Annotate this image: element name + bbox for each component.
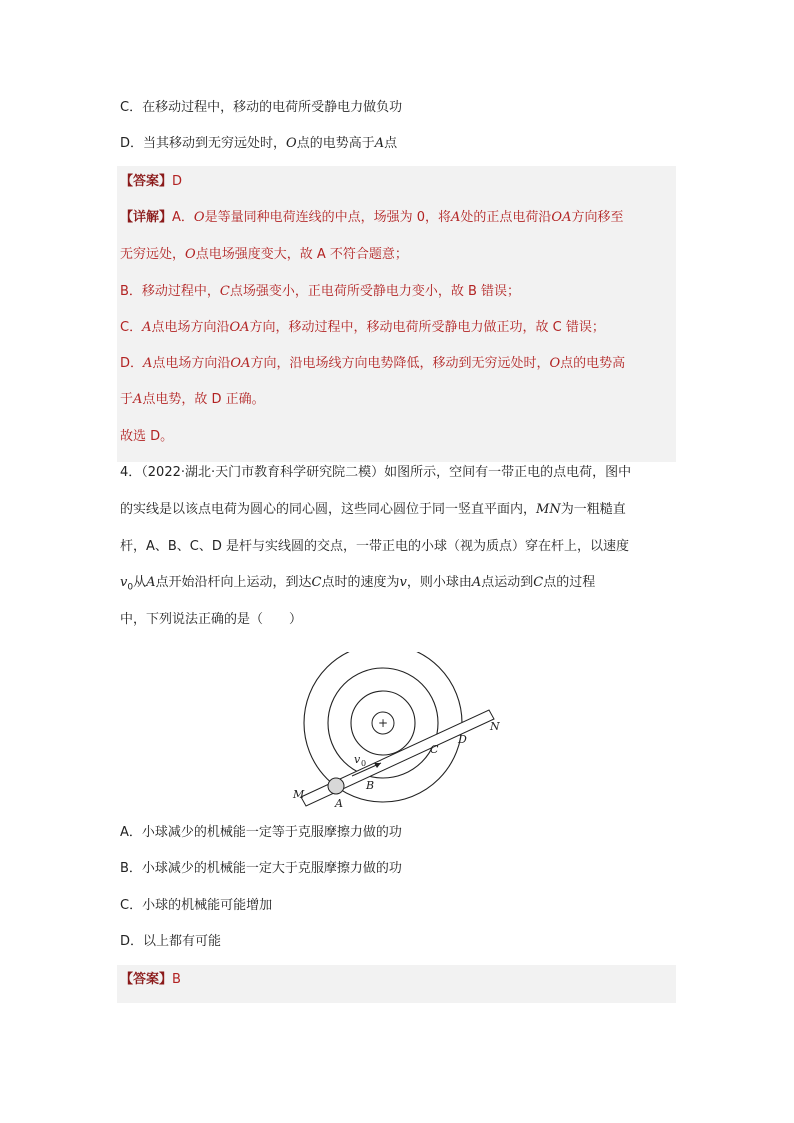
q4-stem-line-3: 杆，A、B、C、D 是杆与实线圆的交点，一带正电的小球（视为质点）穿在杆上，以速度	[120, 539, 630, 554]
label-m: M	[293, 788, 305, 801]
q4-stem-line-5: 中，下列说法正确的是（ ）	[120, 612, 303, 627]
q4-answer-block	[117, 965, 676, 1003]
q3-explain-line-5: D．A点电场方向沿OA方向，沿电场线方向电势降低，移动到无穷远处时，O点的电势高	[120, 356, 626, 371]
concentric-circles-figure	[290, 652, 510, 812]
q3-explain-line-3: B．移动过程中，C点场强变小，正电荷所受静电力变小，故 B 错误；	[120, 284, 521, 299]
q3-explain-line-2: 无穷远处，O点电场强度变大，故 A 不符合题意；	[120, 247, 408, 262]
q4-answer: 【答案】B	[120, 972, 181, 987]
q3-explain-line-6: 于A点电势，故 D 正确。	[120, 392, 265, 407]
label-d: D	[458, 733, 467, 746]
ball	[328, 778, 344, 794]
q4-option-d: D．以上都有可能	[120, 934, 222, 949]
q4-stem-line-4: $v_0$从A点开始沿杆向上运动，到达C点时的速度为v，则小球由A点运动到C点的过程	[120, 575, 596, 593]
q4-stem-line-2: 的实线是以该点电荷为圆心的同心圆，这些同心圆位于同一竖直平面内，MN为一粗糙直	[120, 502, 626, 517]
q3-explain-line-7: 故选 D。	[120, 429, 174, 444]
label-a: A	[335, 797, 343, 810]
q3-explain-line-1: 【详解】A．O是等量同种电荷连线的中点，场强为 0，将A处的正点电荷沿OA方向移至	[120, 210, 624, 225]
plus-sign: +	[377, 716, 389, 730]
q3-answer: 【答案】D	[120, 174, 183, 189]
q4-option-b: B．小球减少的机械能一定大于克服摩擦力做的功	[120, 861, 402, 876]
q4-option-a: A．小球减少的机械能一定等于克服摩擦力做的功	[120, 825, 402, 840]
label-b: B	[366, 779, 375, 792]
label-n: N	[490, 720, 500, 733]
q3-option-c: C．在移动过程中，移动的电荷所受静电力做负功	[120, 100, 403, 115]
q3-explain-line-4: C．A点电场方向沿OA方向，移动过程中，移动电荷所受静电力做正功，故 C 错误；	[120, 320, 605, 335]
q4-stem-line-1: 4．（2022·湖北·天门市教育科学研究院二模）如图所示，空间有一带正电的点电荷，图中	[120, 465, 632, 480]
q3-option-d: D．当其移动到无穷远处时，O点的电势高于A点	[120, 136, 398, 151]
q4-option-c: C．小球的机械能可能增加	[120, 898, 273, 913]
label-v0-sub: 0	[361, 759, 367, 768]
label-c: C	[430, 743, 439, 756]
label-v0: v	[354, 753, 361, 766]
